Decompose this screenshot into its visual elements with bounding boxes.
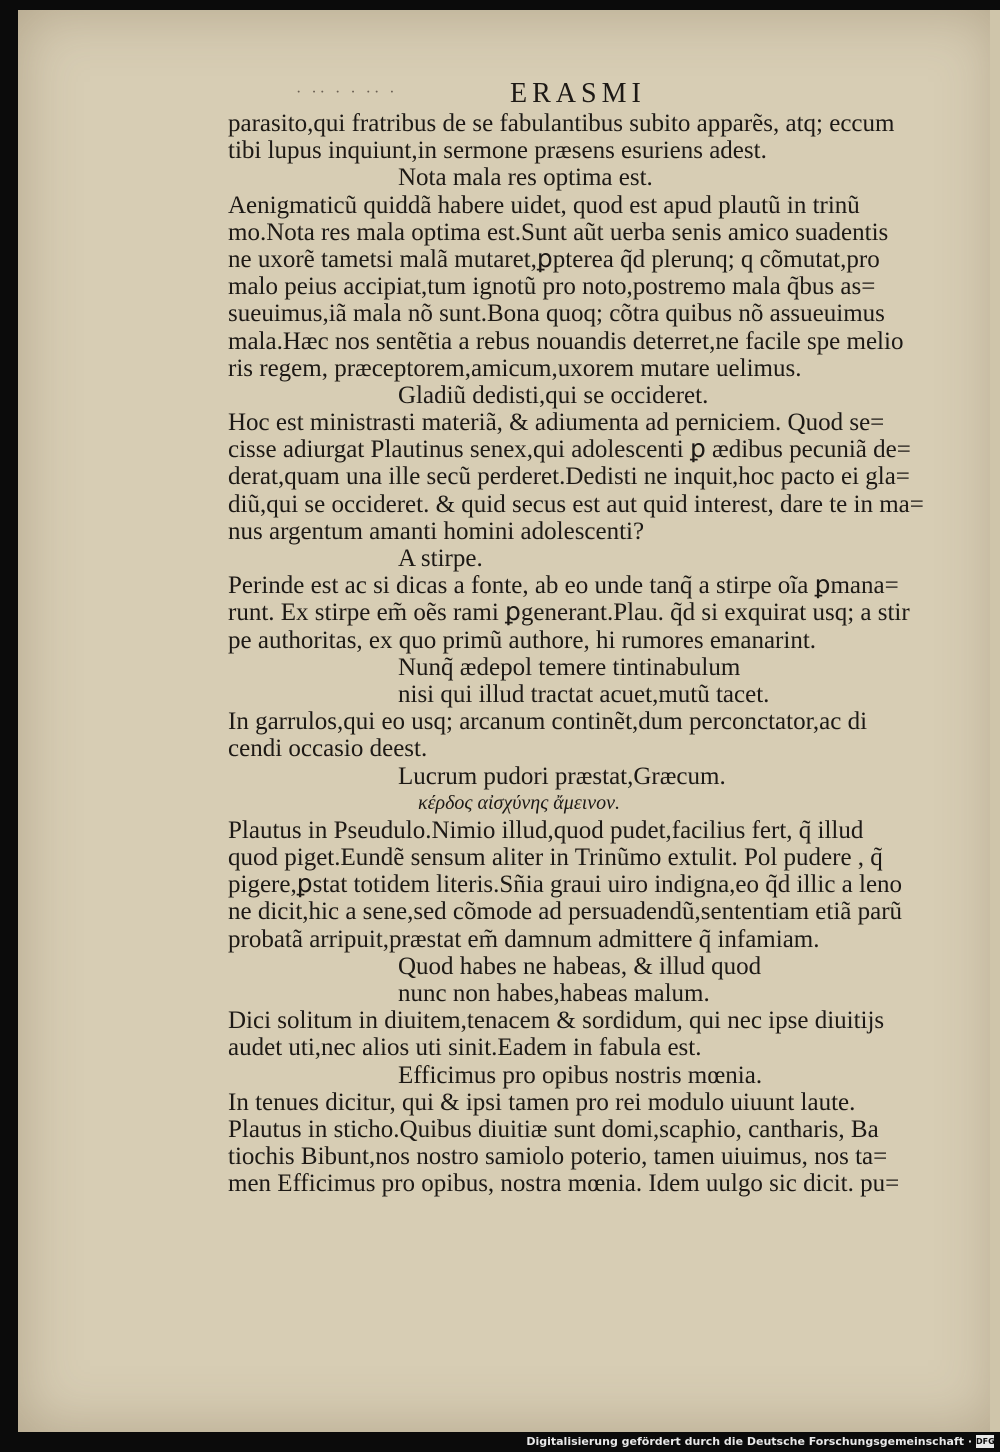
text-line: pe authoritas, ex quo primũ authore, hi rumores emanarint. — [228, 626, 817, 654]
text-line: Lucrum pudori præstat,Græcum. — [398, 762, 726, 790]
text-line: quod piget.Eundẽ sensum aliter in Trinũmo extulit. Pol pudere , q̃ — [228, 844, 883, 872]
text-line: A stirpe. — [398, 545, 483, 572]
text-line: parasito,qui fratribus de se fabulantibus subito apparẽs, atq; eccum — [228, 110, 895, 137]
text-line: malo peius accipiat,tum ignotũ pro noto,postremo mala q̃bus as= — [228, 273, 876, 301]
text-line: mala.Hæc nos sentẽtia a rebus nouandis deterret,ne facile spe melio — [228, 327, 904, 355]
text-line: κέρδος αἰσχύνης ἄμεινον. — [418, 791, 621, 814]
text-line: Gladiũ dedisti,qui se occideret. — [398, 381, 709, 409]
page-edge — [990, 10, 1000, 1432]
text-line: nus argentum amanti homini adolescenti? — [228, 517, 645, 545]
text-line: Quod habes ne habeas, & illud quod — [398, 952, 762, 980]
text-line: Nota mala res optima est. — [398, 164, 653, 192]
text-line: Dici solitum in diuitem,tenacem & sordidum, qui nec ipse diuitijs — [228, 1007, 885, 1035]
text-line: Plautus in Pseudulo.Nimio illud,quod pudet,facilius fert, q̃ illud — [228, 816, 864, 844]
text-line: cisse adiurgat Plautinus senex,qui adolescenti ꝑ ædibus pecuniã de= — [228, 436, 911, 464]
header-marks: · ·· · · ·· · — [296, 84, 398, 101]
text-line: pigere,ꝑstat totidem literis.Sñia graui uiro indigna,eo q̃d illic a leno — [228, 871, 903, 899]
text-line: runt. Ex stirpe em̃ oẽs rami ꝑgenerant.Plau. q̃d si exquirat usq; a stir — [228, 599, 910, 627]
text-line: ne uxorẽ tametsi malã mutaret,ꝑpterea q̃d plerunq; q cõmutat,pro — [228, 245, 880, 273]
text-line: nisi qui illud tractat acuet,mutũ tacet. — [398, 680, 770, 708]
text-line: Plautus in sticho.Quibus diuitiæ sunt domi,scaphio, cantharis, Ba — [228, 1115, 879, 1143]
text-block — [228, 110, 928, 1198]
text-line: tibi lupus inquiunt,in sermone præsens esuriens adest. — [228, 137, 767, 165]
text-line: ris regem, præceptorem,amicum,uxorem mutare uelimus. — [228, 354, 802, 382]
text-line: sueuimus,iã mala nõ sunt.Bona quoq; cõtra quibus nõ assueuimus — [228, 300, 885, 328]
text-line: diũ,qui se occideret. & quid secus est aut quid interest, dare te in ma= — [228, 490, 924, 518]
text-line: audet uti,nec alios uti sinit.Eadem in fabula est. — [228, 1034, 702, 1062]
text-line: In tenues dicitur, qui & ipsi tamen pro rei modulo uiuunt laute. — [228, 1088, 856, 1116]
text-line: Hoc est ministrasti materiã, & adiumenta ad perniciem. Quod se= — [228, 409, 885, 437]
text-line: probatã arripuit,præstat em̃ damnum admittere q̃ infamiam. — [228, 925, 820, 953]
text-line: Perinde est ac si dicas a fonte, ab eo unde tanq̃ a stirpe oĩa ꝑmana= — [228, 572, 899, 600]
text-line: nunc non habes,habeas malum. — [398, 980, 710, 1007]
text-line: ne dicit,hic a sene,sed cõmode ad persuadendũ,sententiam etiã parũ — [228, 898, 903, 926]
funding-note: Digitalisierung gefördert durch die Deutsche Forschungsgemeinschaft · — [526, 1435, 972, 1448]
text-line: Aenigmaticũ quiddã habere uidet, quod est apud plautũ in trinũ — [228, 191, 860, 219]
text-line: In garrulos,qui eo usq; arcanum continẽt,dum perconctator,ac di — [228, 708, 868, 736]
text-line: men Efficimus pro opibus, nostra mœnia. Idem uulgo sic dicit. pu= — [228, 1170, 900, 1198]
dfg-logo: DFG — [976, 1437, 995, 1446]
running-head: ERASMI — [510, 78, 646, 109]
text-line: Efficimus pro opibus nostris mœnia. — [398, 1061, 763, 1089]
text-line: cendi occasio deest. — [228, 735, 428, 763]
text-line: derat,quam una ille secũ perderet.Dedisti ne inquit,hoc pacto ei gla= — [228, 463, 910, 491]
text-line: tiochis Bibunt,nos nostro samiolo poterio, tamen uiuimus, nos ta= — [228, 1143, 888, 1171]
text-line: Nunq̃ ædepol temere tintinabulum — [398, 653, 741, 681]
text-line: mo.Nota res mala optima est.Sunt aũt uerba senis amico suadentis — [228, 218, 889, 246]
